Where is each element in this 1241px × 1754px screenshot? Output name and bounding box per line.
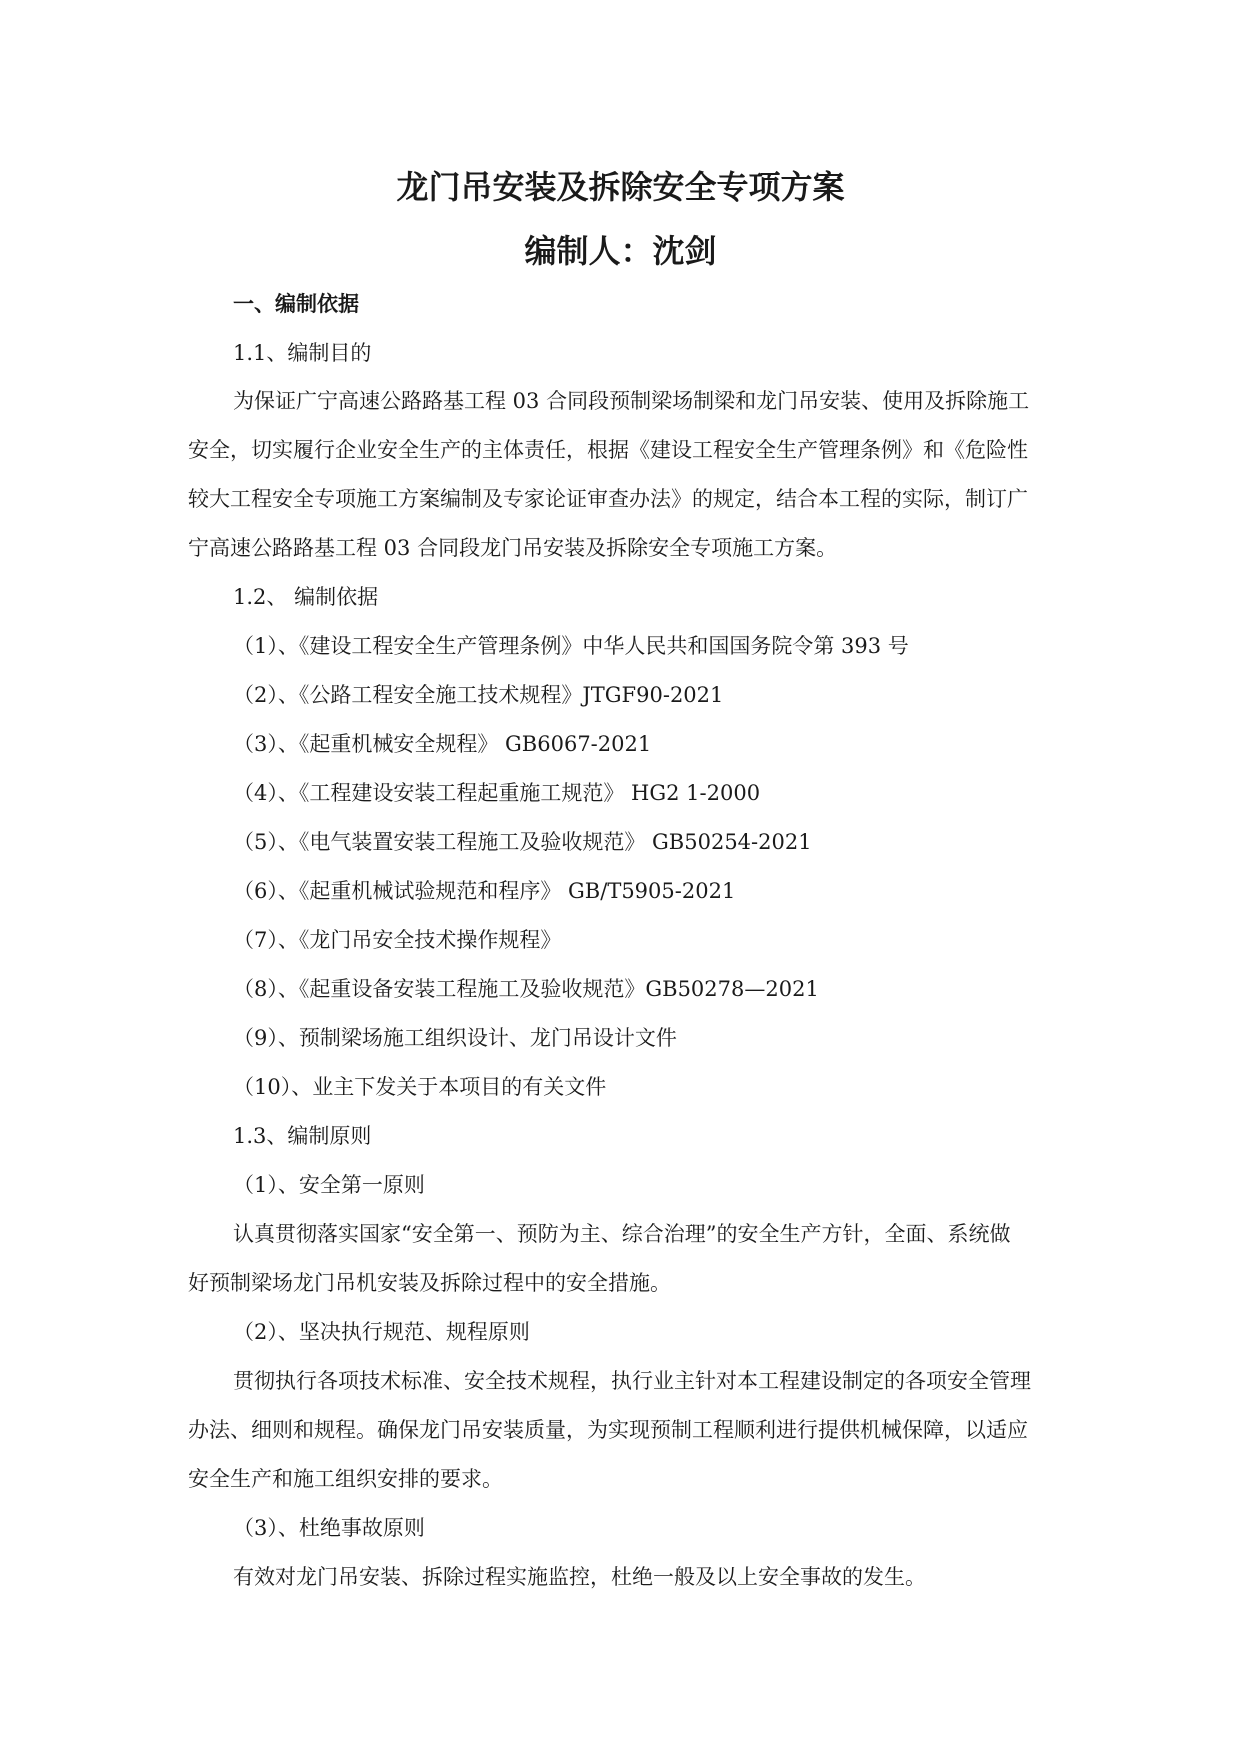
- list-item: （6）、《起重机械试验规范和程序》 GB/T5905-2021: [233, 879, 736, 903]
- principle-heading: （1）、安全第一原则: [233, 1173, 425, 1197]
- list-item: （10）、业主下发关于本项目的有关文件: [233, 1075, 607, 1099]
- list-item: （9）、预制梁场施工组织设计、龙门吊设计文件: [233, 1026, 677, 1050]
- list-item: （2）、《公路工程安全施工技术规程》JTGF90-2021: [233, 683, 724, 707]
- paragraph-line: 较大工程安全专项施工方案编制及专家论证审查办法》的规定，结合本工程的实际，制订广: [188, 487, 1028, 511]
- list-item: （8）、《起重设备安装工程施工及验收规范》GB50278—2021: [233, 977, 819, 1001]
- paragraph-line: 有效对龙门吊安装、拆除过程实施监控，杜绝一般及以上安全事故的发生。: [233, 1565, 926, 1589]
- principle-heading: （2）、坚决执行规范、规程原则: [233, 1320, 530, 1344]
- list-item: （5）、《电气装置安装工程施工及验收规范》 GB50254-2021: [233, 830, 812, 854]
- paragraph-line: 好预制梁场龙门吊机安装及拆除过程中的安全措施。: [188, 1271, 671, 1295]
- list-item: （3）、《起重机械安全规程》 GB6067-2021: [233, 732, 652, 756]
- paragraph-line: 宁高速公路路基工程 03 合同段龙门吊安装及拆除安全专项施工方案。: [188, 536, 838, 560]
- paragraph-line: 安全生产和施工组织安排的要求。: [188, 1467, 503, 1491]
- list-item: （1）、《建设工程安全生产管理条例》中华人民共和国国务院令第 393 号: [233, 634, 909, 658]
- paragraph-line: 为保证广宁高速公路路基工程 03 合同段预制梁场制梁和龙门吊安装、使用及拆除施工: [233, 389, 1030, 413]
- document-title: 龙门吊安装及拆除安全专项方案: [396, 168, 845, 206]
- subsection-heading: 1.1、编制目的: [233, 341, 372, 365]
- paragraph-line: 贯彻执行各项技术标准、安全技术规程，执行业主针对本工程建设制定的各项安全管理: [233, 1369, 1031, 1393]
- principle-heading: （3）、杜绝事故原则: [233, 1516, 425, 1540]
- list-item: （7）、《龙门吊安全技术操作规程》: [233, 928, 562, 952]
- subsection-heading: 1.2、 编制依据: [233, 585, 379, 609]
- paragraph-line: 办法、细则和规程。确保龙门吊安装质量，为实现预制工程顺利进行提供机械保障，以适应: [188, 1418, 1028, 1442]
- list-item: （4）、《工程建设安装工程起重施工规范》 HG2 1-2000: [233, 781, 761, 805]
- paragraph-line: 安全，切实履行企业安全生产的主体责任，根据《建设工程安全生产管理条例》和《危险性: [188, 438, 1028, 462]
- author-line: 编制人：沈剑: [524, 232, 717, 270]
- paragraph-line: 认真贯彻落实国家“安全第一、预防为主、综合治理”的安全生产方针，全面、系统做: [233, 1222, 1011, 1246]
- section-heading: 一、编制依据: [233, 291, 359, 316]
- subsection-heading: 1.3、编制原则: [233, 1124, 372, 1148]
